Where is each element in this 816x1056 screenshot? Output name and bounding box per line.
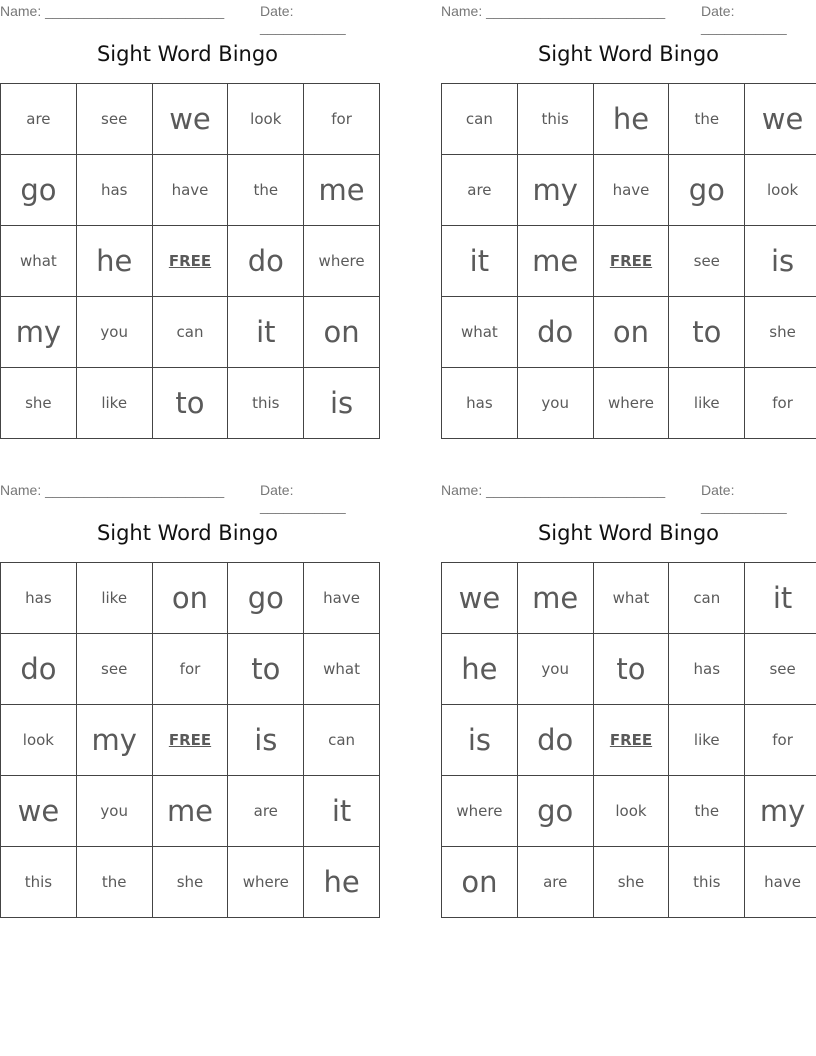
- word-cell[interactable]: see: [76, 84, 152, 155]
- bingo-row: [442, 226, 816, 297]
- free-space-cell[interactable]: FREE: [152, 226, 228, 297]
- bingo-row: [442, 563, 816, 634]
- word-cell[interactable]: what: [1, 226, 77, 297]
- word-cell[interactable]: this: [517, 84, 593, 155]
- card-header: [0, 3, 375, 35]
- word-cell[interactable]: to: [593, 634, 669, 705]
- word-cell[interactable]: for: [745, 368, 816, 439]
- bingo-row: [1, 368, 380, 439]
- word-cell[interactable]: are: [1, 84, 77, 155]
- word-cell[interactable]: have: [593, 155, 669, 226]
- word-cell[interactable]: this: [669, 847, 745, 918]
- bingo-row: [1, 776, 380, 847]
- bingo-row: [1, 847, 380, 918]
- word-cell[interactable]: can: [442, 84, 518, 155]
- word-cell[interactable]: to: [152, 368, 228, 439]
- word-cell[interactable]: is: [228, 705, 304, 776]
- bingo-grid: [441, 83, 816, 439]
- word-cell[interactable]: you: [76, 776, 152, 847]
- word-cell[interactable]: me: [517, 226, 593, 297]
- word-cell[interactable]: have: [152, 155, 228, 226]
- word-cell[interactable]: he: [76, 226, 152, 297]
- word-cell[interactable]: like: [669, 368, 745, 439]
- name-field-label: Name: _______________________: [441, 3, 666, 19]
- name-field-label: Name: _______________________: [0, 3, 225, 19]
- card-title: Sight Word Bingo: [537, 521, 720, 545]
- free-space-cell[interactable]: FREE: [593, 226, 669, 297]
- word-cell[interactable]: you: [76, 297, 152, 368]
- word-cell[interactable]: has: [1, 563, 77, 634]
- word-cell[interactable]: has: [76, 155, 152, 226]
- bingo-row: [442, 368, 816, 439]
- word-cell[interactable]: what: [304, 634, 380, 705]
- bingo-grid: [441, 562, 816, 918]
- word-cell[interactable]: my: [517, 155, 593, 226]
- word-cell[interactable]: have: [745, 847, 816, 918]
- word-cell[interactable]: it: [304, 776, 380, 847]
- card-header: [0, 482, 375, 514]
- card-title: Sight Word Bingo: [96, 521, 279, 545]
- date-field-label: Date: ___________: [701, 3, 787, 35]
- word-cell[interactable]: on: [152, 563, 228, 634]
- word-cell[interactable]: my: [1, 297, 77, 368]
- bingo-row: [1, 705, 380, 776]
- word-cell[interactable]: where: [442, 776, 518, 847]
- word-cell[interactable]: do: [517, 297, 593, 368]
- word-cell[interactable]: on: [442, 847, 518, 918]
- date-field-label: Date: ___________: [260, 3, 346, 35]
- word-cell[interactable]: she: [745, 297, 816, 368]
- word-cell[interactable]: it: [228, 297, 304, 368]
- date-field-label: Date: ___________: [260, 482, 346, 514]
- word-cell[interactable]: go: [517, 776, 593, 847]
- word-cell[interactable]: has: [669, 634, 745, 705]
- bingo-row: [1, 563, 380, 634]
- word-cell[interactable]: you: [517, 368, 593, 439]
- word-cell[interactable]: my: [745, 776, 816, 847]
- word-cell[interactable]: me: [517, 563, 593, 634]
- word-cell[interactable]: he: [442, 634, 518, 705]
- word-cell[interactable]: he: [593, 84, 669, 155]
- word-cell[interactable]: for: [304, 84, 380, 155]
- word-cell[interactable]: on: [304, 297, 380, 368]
- word-cell[interactable]: it: [442, 226, 518, 297]
- word-cell[interactable]: we: [1, 776, 77, 847]
- word-cell[interactable]: have: [304, 563, 380, 634]
- word-cell[interactable]: she: [1, 368, 77, 439]
- word-cell[interactable]: you: [517, 634, 593, 705]
- word-cell[interactable]: my: [76, 705, 152, 776]
- bingo-row: [1, 155, 380, 226]
- word-cell[interactable]: where: [304, 226, 380, 297]
- word-cell[interactable]: like: [76, 368, 152, 439]
- word-cell[interactable]: for: [745, 705, 816, 776]
- word-cell[interactable]: can: [669, 563, 745, 634]
- word-cell[interactable]: what: [593, 563, 669, 634]
- word-cell[interactable]: he: [304, 847, 380, 918]
- word-cell[interactable]: go: [228, 563, 304, 634]
- bingo-row: [1, 297, 380, 368]
- bingo-row: [442, 776, 816, 847]
- word-cell[interactable]: are: [442, 155, 518, 226]
- word-cell[interactable]: the: [669, 84, 745, 155]
- word-cell[interactable]: we: [152, 84, 228, 155]
- bingo-row: [442, 634, 816, 705]
- bingo-row: [442, 84, 816, 155]
- word-cell[interactable]: is: [745, 226, 816, 297]
- bingo-row: [442, 705, 816, 776]
- card-title: Sight Word Bingo: [96, 42, 279, 66]
- name-field-label: Name: _______________________: [0, 482, 225, 498]
- bingo-grid: [0, 83, 380, 439]
- word-cell[interactable]: look: [745, 155, 816, 226]
- bingo-grid: [0, 562, 380, 918]
- word-cell[interactable]: the: [669, 776, 745, 847]
- word-cell[interactable]: are: [517, 847, 593, 918]
- word-cell[interactable]: look: [1, 705, 77, 776]
- word-cell[interactable]: me: [304, 155, 380, 226]
- word-cell[interactable]: look: [593, 776, 669, 847]
- word-cell[interactable]: we: [442, 563, 518, 634]
- word-cell[interactable]: she: [593, 847, 669, 918]
- card-header: [441, 482, 816, 514]
- free-space-cell[interactable]: FREE: [152, 705, 228, 776]
- word-cell[interactable]: go: [1, 155, 77, 226]
- date-field-label: Date: ___________: [701, 482, 787, 514]
- word-cell[interactable]: this: [228, 368, 304, 439]
- word-cell[interactable]: like: [76, 563, 152, 634]
- free-space-cell[interactable]: FREE: [593, 705, 669, 776]
- name-field-label: Name: _______________________: [441, 482, 666, 498]
- word-cell[interactable]: what: [442, 297, 518, 368]
- word-cell[interactable]: see: [76, 634, 152, 705]
- word-cell[interactable]: is: [304, 368, 380, 439]
- bingo-row: [1, 84, 380, 155]
- word-cell[interactable]: has: [442, 368, 518, 439]
- bingo-row: [1, 226, 380, 297]
- word-cell[interactable]: to: [669, 297, 745, 368]
- word-cell[interactable]: do: [517, 705, 593, 776]
- word-cell[interactable]: like: [669, 705, 745, 776]
- bingo-row: [1, 634, 380, 705]
- word-cell[interactable]: on: [593, 297, 669, 368]
- word-cell[interactable]: see: [745, 634, 816, 705]
- word-cell[interactable]: to: [228, 634, 304, 705]
- bingo-row: [442, 847, 816, 918]
- word-cell[interactable]: look: [228, 84, 304, 155]
- word-cell[interactable]: go: [669, 155, 745, 226]
- word-cell[interactable]: me: [152, 776, 228, 847]
- word-cell[interactable]: do: [228, 226, 304, 297]
- word-cell[interactable]: she: [152, 847, 228, 918]
- word-cell[interactable]: can: [304, 705, 380, 776]
- bingo-row: [442, 155, 816, 226]
- word-cell[interactable]: for: [152, 634, 228, 705]
- word-cell[interactable]: see: [669, 226, 745, 297]
- word-cell[interactable]: do: [1, 634, 77, 705]
- word-cell[interactable]: the: [228, 155, 304, 226]
- word-cell[interactable]: can: [152, 297, 228, 368]
- word-cell[interactable]: the: [76, 847, 152, 918]
- word-cell[interactable]: is: [442, 705, 518, 776]
- word-cell[interactable]: where: [593, 368, 669, 439]
- bingo-row: [442, 297, 816, 368]
- word-cell[interactable]: this: [1, 847, 77, 918]
- word-cell[interactable]: where: [228, 847, 304, 918]
- card-header: [441, 3, 816, 35]
- word-cell[interactable]: it: [745, 563, 816, 634]
- word-cell[interactable]: are: [228, 776, 304, 847]
- card-title: Sight Word Bingo: [537, 42, 720, 66]
- word-cell[interactable]: we: [745, 84, 816, 155]
